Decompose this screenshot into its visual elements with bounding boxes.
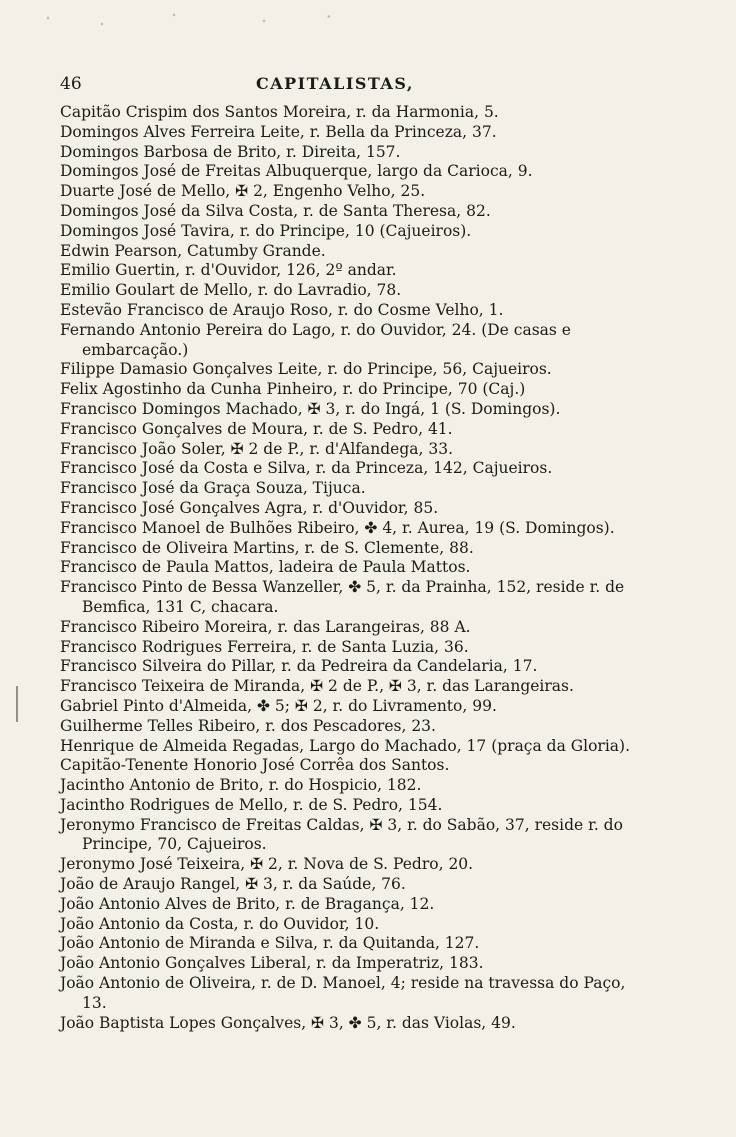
directory-entry: João de Araujo Rangel, ✠ 3, r. da Saúde, 76. <box>60 875 406 894</box>
directory-entry: Francisco João Soler, ✠ 2 de P., r. d'Alfandega, 33. <box>60 439 454 458</box>
directory-entry: Jeronymo Francisco de Freitas Caldas, ✠ 3, r. do Sabão, 37, reside r. do Principe, 70, Cajueiros. <box>60 815 623 854</box>
directory-entry: Duarte José de Mello, ✠ 2, Engenho Velho, 25. <box>60 182 426 201</box>
directory-entry: Filippe Damasio Gonçalves Leite, r. do Principe, 56, Cajueiros. <box>60 360 552 379</box>
print-speckle <box>12 6 372 36</box>
directory-entry: Domingos José da Silva Costa, r. de Santa Theresa, 82. <box>60 201 491 220</box>
directory-entry: Guilherme Telles Ribeiro, r. dos Pescadores, 23. <box>60 716 436 735</box>
directory-entry: João Antonio de Oliveira, r. de D. Manoel, 4; reside na travessa do Paço, 13. <box>60 974 626 1012</box>
directory-entry: Jeronymo José Teixeira, ✠ 2, r. Nova de S. Pedro, 20. <box>60 855 474 874</box>
directory-entry: Francisco Silveira do Pillar, r. da Pedreira da Candelaria, 17. <box>60 657 538 676</box>
directory-entry: João Antonio da Costa, r. do Ouvidor, 10. <box>60 914 380 933</box>
directory-entry: Estevão Francisco de Araujo Roso, r. do Cosme Velho, 1. <box>60 300 504 319</box>
directory-entry: Francisco Teixeira de Miranda, ✠ 2 de P., ✠ 3, r. das Larangeiras. <box>60 677 574 696</box>
page-header <box>60 74 640 98</box>
directory-entry: Gabriel Pinto d'Almeida, ✤ 5; ✠ 2, r. do Livramento, 99. <box>60 696 497 715</box>
directory-entry: Francisco Pinto de Bessa Wanzeller, ✤ 5, r. da Prainha, 152, reside r. de Bemfica, 131 C, chacara. <box>60 578 625 616</box>
directory-entry: João Antonio Alves de Brito, r. de Bragança, 12. <box>60 894 435 913</box>
directory-entry: Henrique de Almeida Regadas, Largo do Machado, 17 (praça da Gloria). <box>60 736 631 755</box>
directory-entry: Francisco de Paula Mattos, ladeira de Paula Mattos. <box>60 558 471 577</box>
directory-entry: Felix Agostinho da Cunha Pinheiro, r. do Principe, 70 (Caj.) <box>60 380 526 399</box>
directory-entry: Domingos Alves Ferreira Leite, r. Bella da Princeza, 37. <box>60 122 497 141</box>
directory-entry: Emilio Guertin, r. d'Ouvidor, 126, 2º andar. <box>60 261 397 280</box>
directory-entry: Jacintho Rodrigues de Mello, r. de S. Pedro, 154. <box>60 795 443 814</box>
page-number: 46 <box>60 74 82 94</box>
directory-entry: Francisco Domingos Machado, ✠ 3, r. do Ingá, 1 (S. Domingos). <box>60 399 561 418</box>
directory-entry: Francisco Manoel de Bulhões Ribeiro, ✤ 4, r. Aurea, 19 (S. Domingos). <box>60 518 615 537</box>
running-head: CAPITALISTAS, <box>256 74 414 93</box>
directory-entry: Francisco de Oliveira Martins, r. de S. Clemente, 88. <box>60 538 474 557</box>
directory-entry: Capitão-Tenente Honorio José Corrêa dos Santos. <box>60 756 450 775</box>
directory-entry: Emilio Goulart de Mello, r. do Lavradio, 78. <box>60 281 402 300</box>
directory-entry: Francisco Gonçalves de Moura, r. de S. Pedro, 41. <box>60 419 453 438</box>
directory-entry: João Antonio de Miranda e Silva, r. da Quitanda, 127. <box>60 934 480 953</box>
directory-entry: Fernando Antonio Pereira do Lago, r. do Ouvidor, 24. (De casas e embarcação.) <box>60 320 571 359</box>
margin-mark <box>16 686 18 722</box>
directory-entry: João Baptista Lopes Gonçalves, ✠ 3, ✤ 5, r. das Violas, 49. <box>60 1013 516 1032</box>
directory-entry: João Antonio Gonçalves Liberal, r. da Imperatriz, 183. <box>60 954 484 973</box>
directory-entry: Francisco Rodrigues Ferreira, r. de Santa Luzia, 36. <box>60 637 469 656</box>
directory-entry: Edwin Pearson, Catumby Grande. <box>60 241 326 260</box>
directory-entry: Francisco José da Costa e Silva, r. da Princeza, 142, Cajueiros. <box>60 459 553 478</box>
directory-list <box>60 103 640 1033</box>
directory-entry: Francisco Ribeiro Moreira, r. das Larangeiras, 88 A. <box>60 617 471 636</box>
directory-entry: Jacintho Antonio de Brito, r. do Hospicio, 182. <box>60 776 422 795</box>
directory-entry: Domingos José de Freitas Albuquerque, largo da Carioca, 9. <box>60 162 533 181</box>
directory-entry: Domingos Barbosa de Brito, r. Direita, 157. <box>60 142 401 161</box>
directory-entry: Capitão Crispim dos Santos Moreira, r. da Harmonia, 5. <box>60 103 499 121</box>
directory-entry: Domingos José Tavira, r. do Principe, 10 (Cajueiros). <box>60 221 472 240</box>
directory-entry: Francisco José da Graça Souza, Tijuca. <box>60 479 366 498</box>
directory-entry: Francisco José Gonçalves Agra, r. d'Ouvidor, 85. <box>60 498 439 517</box>
